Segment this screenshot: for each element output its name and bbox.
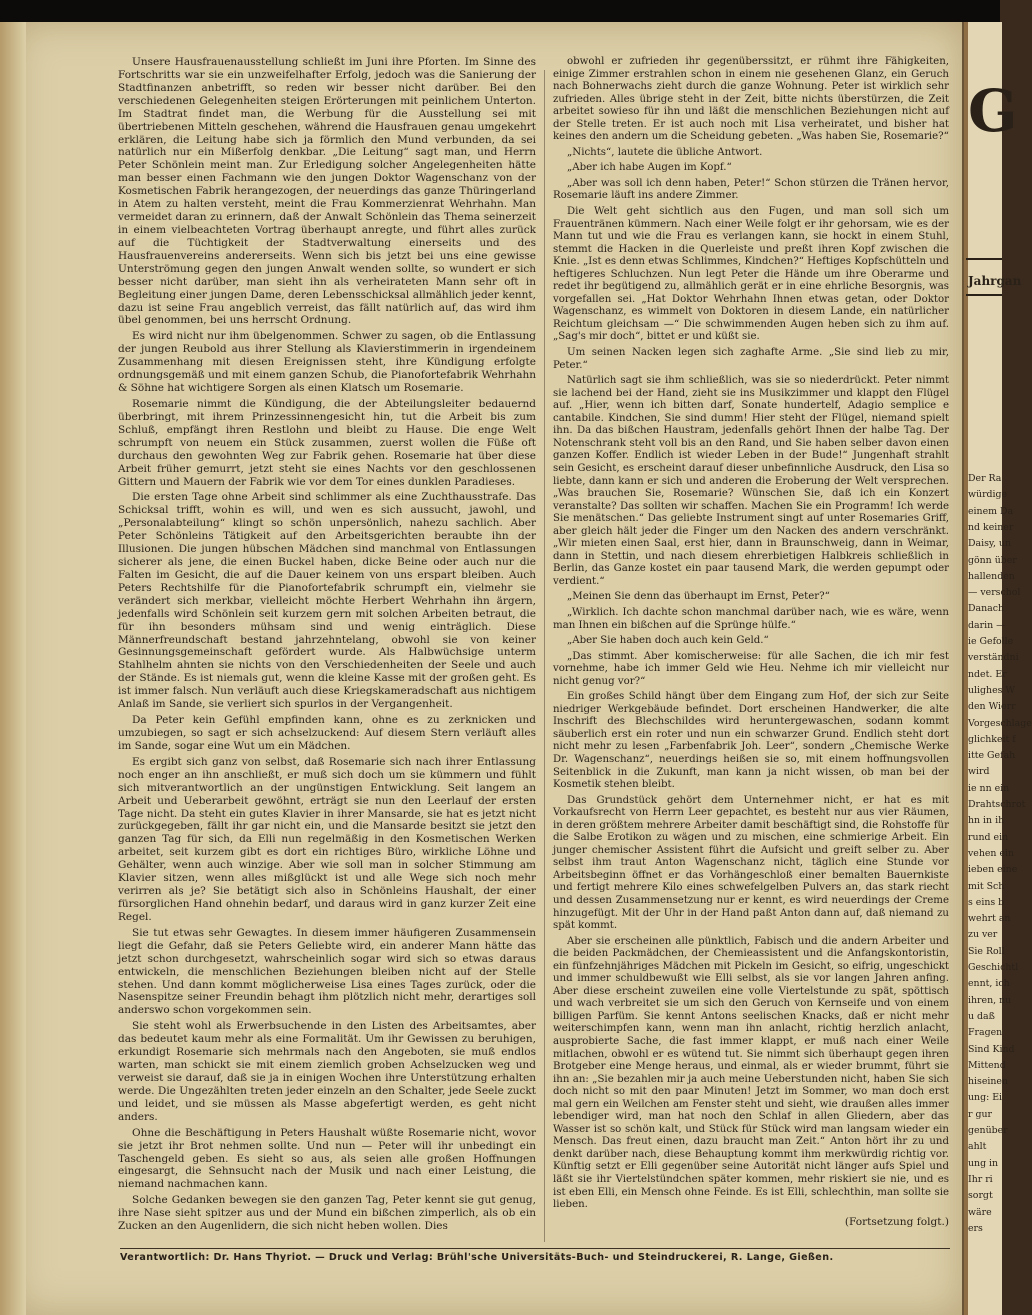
adjacent-text-fragment: ung in <box>968 1157 999 1169</box>
paragraph: Rosemarie nimmt die Kündigung, die der Abteilungsleiter bedauernd überbringt, mit ihrem Prinzessinnengesicht hin, tut die Arbeit bis zum Schluß, empfängt ihren Restlohn und bleibt zu Hause. Die enge Welt schrumpft von neuem ein Stück zusammen, zuerst wollen die Füße oft durchaus den gewohnten Weg zur Fabrik gehen. Rosemarie hat über diese Arbeit früher gemurrt, jetzt steht sie eines Nachts vor den geschlossenen Gittern und Mauern der Fabrik wie vor dem Tor eines dunklen Paradieses. <box>118 397 536 488</box>
adjacent-text-fragment: hn in ih <box>968 815 1005 827</box>
paragraph: Unsere Hausfrauenausstellung schließt im Juni ihre Pforten. Im Sinne des Fortschritts war sie ein unzweifelhafter Erfolg, jedoch was die Sanierung der Stadtfinanzen anbetrifft, so reden wir besser nicht darüber. Bei den verschiedenen Gelegenheiten steigen Erörterungen mit peinlichem Unterton. Im Stadtrat findet man, die Werbung für die Ausstellung sei mit übertriebenen Mitteln geschehen, während die Hausfrauen genau umgekehrt erklären, die Leitung habe sich ja förmlich den Mund verbunden, da sei natürlich nur ein Mißerfolg denkbar. „Die Leitung“ sagt man, und Herrn Peter Schönlein meint man. Zur Erledigung solcher Angelegenheiten hätte man besser einen Fachmann wie den jungen Doktor Wagenschanz von der Kosmetischen Fabrik herangezogen, der neuerdings das ganze Thüringerland in Atem zu halten versteht, meint die Frau Kommerzienrat Wehrhahn. Man vermeidet daran zu erinnern, daß der Anwalt Schönlein das Thema seinerzeit in einem vielbeachteten Vortrag überhaupt anregte, und führt alles zurück auf die Tüchtigkeit der Stadtverwaltung einerseits und des Hausfrauenvereins andererseits. Wenn sich bis jetzt bei uns eine gewisse Unterströmung gegen den jungen Anwalt wenden sollte, so wundert er sich besser nicht darüber, man sieht ihn als verheirateten Mann sehr oft in Begleitung einer jungen Dame, deren Lebensschicksal allmählich jeder kennt, dazu ist seine Frau angeblich verreist, das fällt natürlich auf, das wird ihm übel genommen, bei uns herrscht Ordnung. <box>118 56 536 327</box>
scan-top-border <box>0 0 1000 22</box>
adjacent-text-fragment: Ihr ri <box>968 1173 993 1185</box>
paragraph: „Aber Sie haben doch auch kein Geld.“ <box>567 635 769 647</box>
adjacent-rule <box>966 258 1002 260</box>
paragraph: obwohl er zufrieden ihr gegenüberssitzt, er rühmt ihre Fähigkeiten, einige Zimmer erstrahlen schon in einem nie gesehenen Glanz, ein Geruch nach Bohnerwachs zieht durch die ganze Wohnung. Peter ist wirklich sehr zufrieden. Alles übrige steht in der Zeit, bitte nichts überstürzen, die Zeit arbeitet sowieso für ihn und läßt die menschlichen Beziehungen nicht auf der Stelle treten. Er ist auch noch mit Lisa verheiratet, und bisher hat keines den andern um die Scheidung gebeten. „Was haben Sie, Rosemarie?“ <box>553 56 949 143</box>
paragraph: Das Grundstück gehört dem Unternehmer nicht, er hat es mit Vorkaufsrecht von Herrn Leer gepachtet, es besteht nur aus vier Räumen, in deren größtem mehrere Arbeiter damit beschäftigt sind, die Rohstoffe für die Salbe Erotikon zu wägen und zu mischen, eine schmierige Arbeit. Ein junger chemischer Assistent führt die Aufsicht und greift selber zu. Aber selbst ihm traut Anton Wagenschanz nicht, täglich eine Stunde vor Arbeitsbeginn öffnet er das Vorhängeschloß einer bemalten Bauernkiste und fertigt mehrere Kilo eines schwefelgelben Pulvers an, das stark riecht und dessen Zusammensetzung nur er kennt, es wird neuerdings der Creme hinzugefügt. Mit der Uhr in der Hand paßt Anton dann auf, daß niemand zu spät kommt. <box>553 794 949 932</box>
adjacent-text-fragment: wehrt an <box>968 913 1011 925</box>
adjacent-page <box>962 22 1032 1315</box>
adjacent-text-fragment: Fragen <box>968 1027 1003 1039</box>
adjacent-text-fragment: Der Ra <box>968 473 1002 484</box>
imprint-line: Verantwortlich: Dr. Hans Thyriot. — Druck und Verlag: Brühl'sche Universitäts-Buch- und Steindruckerei, R. Lange, Gießen. <box>120 1252 834 1263</box>
adjacent-text-fragment: einem Da <box>968 505 1014 517</box>
paragraph: Es wird nicht nur ihm übelgenommen. Schwer zu sagen, ob die Entlassung der jungen Reubold aus ihrer Stellung als Klavierstimmerin in irgendeinem Zusammenhang mit diesen Ereignissen steht, ihre Kündigung erfolgte ordnungsgemäß und mit einem ganzen Schub, die Pianofortefabrik Wehrhahn & Söhne hat wichtigere Sorgen als einen Klatsch um Rosemarie. <box>118 330 536 395</box>
adjacent-text-fragment: ers <box>968 1222 983 1234</box>
adjacent-text-fragment: ung: Ei <box>968 1092 1003 1104</box>
column-divider <box>544 70 545 1242</box>
adjacent-text-fragment: u daß <box>968 1010 995 1022</box>
adjacent-text-fragment: verständni <box>968 652 1019 664</box>
paragraph: Aber sie erscheinen alle pünktlich, Fabisch und die andern Arbeiter und die beiden Packmädchen, der Chemieassistent und die Anfangskontoristin, ein fünfzehnjähriges Mädchen mit Pickeln im Gesicht, so eifrig, ungeschickt und immer schuldbewußt wie Elli selbst, als sie vor langen Jahren anfing. Aber diese erscheint zuweilen eine volle Viertelstunde zu spät, spöttisch und wach verbreitet sie um sich den Geruch von Kernseife und von einem billigen Parfüm. Sie kennt Antons seelischen Knacks, daß er nicht mehr weiterschimpfen kann, wenn man ihn anlacht, richtig herzlich anlacht, ausprobierte Sache, die fast immer klappt, er muß nach einer Weile mitlachen, obwohl er es wütend tut. Sie nimmt sich überhaupt gegen ihren Brotgeber eine Menge heraus, und einmal, als er wieder brummt, führt sie ihn an: „Sie bezahlen mir ja auch meine Ueberstunden nicht, haben Sie sich doch nicht so mit den paar Minuten! Jetzt im Sommer, wo man doch erst mal gern ein Weilchen am Fenster steht und sieht, wie draußen alles immer lebendiger wird, man hat noch den Schlaf in allen Gliedern, aber das Wasser ist so schön kalt, und Stück für Stück wird man langsam wieder ein Mensch. Das freut einen, dazu braucht man Zeit.“ Anton hört ihr zu und denkt darüber nach, diese Behauptung kommt ihm merkwürdig richtig vor. Künftig setzt er Elli gegenüber seine Autorität nicht länger aufs Spiel und läßt sie ihr Viertelstündchen später kommen, mehr riskiert sie nie, und es ist eben Elli, ein Mensch ohne Feinde. Es ist Elli, schlechthin, man sollte sie lieben. <box>553 935 949 1211</box>
paragraph: „Aber was soll ich denn haben, Peter!“ Schon stürzen die Tränen hervor, Rosemarie läuft ins andere Zimmer. <box>553 177 949 202</box>
adjacent-text-fragment: itte Gefah <box>968 750 1016 762</box>
adjacent-text-fragment: mit Sch <box>968 880 1005 892</box>
paragraph: Die Welt geht sichtlich aus den Fugen, und man soll sich um Frauentränen kümmern. Nach einer Weile folgt er ihr gehorsam, wie es der Mann tut und wie die Frau es verlangen kann, sie hockt in einem Stuhl, stemmt die Hacken in die Querleiste und preßt ihren Kopf zwischen die Knie. „Ist es denn etwas Schlimmes, Kindchen?“ Heftiges Kopfschütteln und heftigeres Schluchzen. Nun legt Peter die Hände um ihre Oberarme und redet ihr begütigend zu, allmählich gerät er in eine ehrliche Besorgnis, was vorgefallen sei. „Hat Doktor Wehrhahn Ihnen etwas getan, oder Doktor Wagenschanz, es wimmelt von Doktoren in diesem Lande, ein natürlicher Reichtum gleichsam —“ Die schwimmenden Augen heben sich zu ihm auf. „Sag's mir doch“, bittet er und küßt sie. <box>553 206 949 343</box>
adjacent-text-fragment: ndet. Er <box>968 668 1007 680</box>
paragraph: Die ersten Tage ohne Arbeit sind schlimmer als eine Zuchthausstrafe. Das Schicksal trifft, wohin es will, und wen es sich aussucht, jawohl, und „Personalabteilung“ klingt so schön unpersönlich, nahezu sachlich. Aber Peter Schönleins Tätigkeit auf den Arbeitsgerichten beraubte ihn der Illusionen. Die jungen hübschen Mädchen sind manchmal von Entlassungen sicherer als jene, die einen Buckel haben, dicke Beine oder auch nur die Falten im Gesicht, die auf die Dauer keinem von uns erspart bleiben. Auch Peters Rechtshilfe für die Pianofortefabrik schrumpft ein, vielmehr sie verändert sich merkbar, vielleicht möchte Herbert Wehrhahn ihn ärgern, jedenfalls wird Schönlein seit kurzem gern mit solchen Arbeiten betraut, die für ihn besonders mühsam sind und wenig einträglich. Diese Männerfreundschaft bestand jahrzehntelang, obwohl sie von keiner Gesinnungsgemeinschaft gefördert wurde. Als Halbwüchsige unterm Stahlhelm ahnten sie nichts von den Verschiedenheiten der Seele und auch der Stände. Es ist niemals gut, wenn die kleine Kasse mit der großen geht. Es ist immer falsch. Nun verläuft auch diese Kriegskameradschaft aus nichtigem Anlaß im Sande, sie verliert sich spurlos in der Vergangenheit. <box>118 491 536 711</box>
adjacent-page-heading: Jahrgan <box>968 274 1022 288</box>
paragraph: Sie tut etwas sehr Gewagtes. In diesem immer häufigeren Zusammensein liegt die Gefahr, daß sie Peters Geliebte wird, ein anderer Mann hätte das jetzt schon durchgesetzt, wahrscheinlich sogar wird sich so etwas daraus entwickeln, die menschlichen Beziehungen bleiben nicht auf der Stelle stehen. Und dann kommt möglicherweise Lisa eines Tages zurück, oder die Nasenspitze seiner Freundin behagt ihm plötzlich nicht mehr, derartiges soll anderswo schon vorgekommen sein. <box>118 926 536 1017</box>
paragraph: „Wirklich. Ich dachte schon manchmal darüber nach, wie es wäre, wenn man Ihnen ein bißchen auf die Sprünge hülfe.“ <box>553 606 949 631</box>
adjacent-text-fragment: sorgt <box>968 1190 993 1202</box>
adjacent-text-fragment: ahlt <box>968 1141 987 1153</box>
continuation-note: (Fortsetzung folgt.) <box>844 1215 949 1228</box>
adjacent-text-fragment: genüber <box>968 1125 1008 1136</box>
adjacent-text-fragment: wäre <box>968 1206 992 1218</box>
text-column-right <box>553 56 949 1228</box>
adjacent-text-fragment: vehen ein <box>968 847 1015 859</box>
paragraph: Sie steht wohl als Erwerbsuchende in den Listen des Arbeitsamtes, aber das bedeutet kaum mehr als eine Formalität. Um ihr Gewissen zu beruhigen, erkundigt Rosemarie sich mehrmals nach den Angeboten, sie muß endlos warten, man schickt sie mit einem ziemlich groben Achselzucken weg und verweist sie darauf, daß sie ja in einigen Wochen ihre Unterstützung erhalten werde. Die Ungezählten treten jeder einzeln an den Schalter, jede Seele zuckt und leidet, und sie müssen als Masse abgefertigt werden, es geht nicht anders. <box>118 1020 536 1123</box>
paragraph: „Meinen Sie denn das überhaupt im Ernst, Peter?“ <box>567 591 830 603</box>
paragraph: „Nichts“, lautete die übliche Antwort. <box>567 146 763 158</box>
adjacent-text-fragment: hiseinen <box>968 1076 1009 1088</box>
adjacent-text-fragment: Daisy, un <box>968 538 1012 550</box>
adjacent-text-fragment: gönn über <box>968 554 1017 566</box>
adjacent-text-fragment: Drahtschrot <box>968 799 1026 810</box>
adjacent-text-fragment: Vorgeschlage <box>968 717 1032 729</box>
adjacent-text-fragment: würdige <box>968 489 1008 501</box>
adjacent-text-fragment: — verschol <box>968 587 1021 599</box>
adjacent-text-fragment: ulighes W <box>968 684 1016 696</box>
adjacent-text-fragment: hallenden <box>968 570 1015 582</box>
adjacent-page-initial: G <box>968 77 1018 145</box>
adjacent-text-fragment: ihren, nu <box>968 994 1012 1006</box>
adjacent-text-fragment: ie Gefolle <box>968 636 1014 647</box>
paragraph: Es ergibt sich ganz von selbst, daß Rosemarie sich nach ihrer Entlassung noch enger an ihn anschließt, er muß sich doch um sie kümmern und fühlt sich mitverantwortlich an der ungünstigen Entwicklung. Seit langem an Arbeit und Ueberarbeit gewöhnt, erträgt sie nun den Leerlauf der ersten Tage nicht. Da steht ein gutes Klavier in ihrer Mansarde, sie hat es jetzt nicht zurückgegeben, fällt ihr gar nicht ein, und die Mansarde besitzt sie jetzt den ganzen Tag für sich, da Elli nun regelmäßig in den Kosmetischen Werken arbeitet, seit kurzem gibt es dort ein richtiges Büro, wirkliche Löhne und Gehälter, wenn auch winzige. Aber wie soll man in solcher Stimmung am Klavier sitzen, wenn alles mißglückt ist und alle Wege sich noch mehr verirren als je? Sie betätigt sich also in Schönleins Haushalt, der einer fürsorglichen Hand ohnehin bedarf, und daraus wird in ganz kurzer Zeit eine Regel. <box>118 755 536 923</box>
adjacent-text-fragment: darin — <box>968 619 1006 631</box>
paragraph: Solche Gedanken bewegen sie den ganzen Tag, Peter kennt sie gut genug, ihre Nase sieht spitzer aus und der Mund ein bißchen zimperlich, als ob ein Zucken an den Augenlidern, die sich nicht heben wollen. Dies <box>118 1194 536 1233</box>
adjacent-text-fragment: Mittend <box>968 1059 1006 1071</box>
footer-rule <box>120 1248 950 1249</box>
adjacent-text-fragment: r gur <box>968 1108 992 1120</box>
adjacent-text-fragment: Geschichtl <box>968 962 1019 973</box>
paragraph: Natürlich sagt sie ihm schließlich, was sie so niederdrückt. Peter nimmt sie lachend bei der Hand, zieht sie ins Musikzimmer und klappt den Flügel auf. „Hier, wenn ich bitten darf, Sonate hundertelf, Adagio semplice e cantabile. Kindchen, Sie sind dumm! Hier steht der Flügel, niemand spielt ihn. Da das bißchen Haustram, jedenfalls gehört Ihnen der halbe Tag. Der Notenschrank steht voll bis an den Rand, und Sie haben selber davon einen ganzen Koffer. Endlich ist wieder Leben in der Bude!“ Jungenhaft strahlt sein Gesicht, es erscheint darauf dieser unbefinnliche Ausdruck, den Lisa so liebte, dann kann er sich und anderen die Eroberung der Welt versprechen. „Was brauchen Sie, Rosemarie? Wünschen Sie, daß ich ein Konzert veranstalte? Das sollten wir schaffen. Machen Sie ein Programm! Ich werde Sie menätschen.“ Das geliebte Instrument singt auf unter Rosemaries Griff, aber gleich hält jeder die Finger um den Nacken des andern verschränkt. „Wir mieten einen Saal, erst hier, dann in Braunschweig, dann in Weimar, dann in Stettin, und nach diesem ehrerbietigen Halbkreis schließlich in Berlin, das Ganze kostet ein paar tausend Mark, die werden gepumpt oder verdient.“ <box>553 375 949 587</box>
paragraph: Ein großes Schild hängt über dem Eingang zum Hof, der sich zur Seite niedriger Werkgebäude befindet. Dort erscheinen Handwerker, die alte Inschrift des Blechschildes wird heruntergewaschen, sodann kommt säuberlich erst ein roter und nun ein schwarzer Grund. Endlich steht dort nicht mehr zu lesen „Farbenfabrik Joh. Leer“, sondern „Chemische Werke Dr. Wagenschanz“, neuerdings heißen sie so, mit einem hoffnungsvollen Seitenblick in die Zukunft, man kann ja nicht wissen, ob man bei der Kosmetik stehen bleibt. <box>553 691 949 791</box>
adjacent-text-fragment: ieben eine <box>968 864 1018 876</box>
paragraph: „Aber ich habe Augen im Kopf.“ <box>567 162 732 174</box>
paragraph: Um seinen Nacken legen sich zaghafte Arme. „Sie sind lieb zu mir, Peter.“ <box>553 347 949 371</box>
paragraph: „Das stimmt. Aber komischerweise: für alle Sachen, die ich mir fest vornehme, habe ich immer Geld wie Heu. Nehme ich mir vielleicht nur nicht genug vor?“ <box>553 650 949 687</box>
paragraph: Ohne die Beschäftigung in Peters Haushalt wüßte Rosemarie nicht, wovor sie jetzt ihr Brot nehmen sollte. Und nun — Peter will ihr unbedingt ein Taschengeld geben. Es sieht so aus, als seien alle großen Hoffnungen eingesargt, die Sehnsucht nach der Musik und nach einer Leistung, die niemand nachmachen kann. <box>118 1126 536 1191</box>
adjacent-text-fragment: ennt, ich <box>968 978 1010 990</box>
adjacent-text-fragment: Danach <box>968 603 1005 615</box>
page-left-edge <box>0 22 26 1315</box>
adjacent-text-fragment: wird <box>968 766 990 778</box>
adjacent-text-fragment: s eins b <box>968 896 1005 908</box>
adjacent-text-fragment: glichkeit f <box>968 733 1016 745</box>
text-column-left <box>118 56 536 1236</box>
adjacent-text-fragment: nd keiner <box>968 521 1014 533</box>
adjacent-text-fragment: Sind Kind <box>968 1043 1015 1055</box>
adjacent-rule <box>966 294 1002 296</box>
adjacent-text-fragment: Sie Roll <box>968 945 1005 957</box>
paragraph: Da Peter kein Gefühl empfinden kann, ohne es zu zerknicken und umzubiegen, so sagt er sich achselzuckend: Auf diesem Stern verläuft alles im Sande, sogar eine Wut um ein Mädchen. <box>118 714 536 752</box>
adjacent-text-fragment: ie nn ein <box>968 782 1010 794</box>
adjacent-text-fragment: zu ver <box>968 929 998 941</box>
adjacent-text-fragment: den Wierr <box>968 701 1016 713</box>
adjacent-text-fragment: rund ein <box>968 831 1009 843</box>
